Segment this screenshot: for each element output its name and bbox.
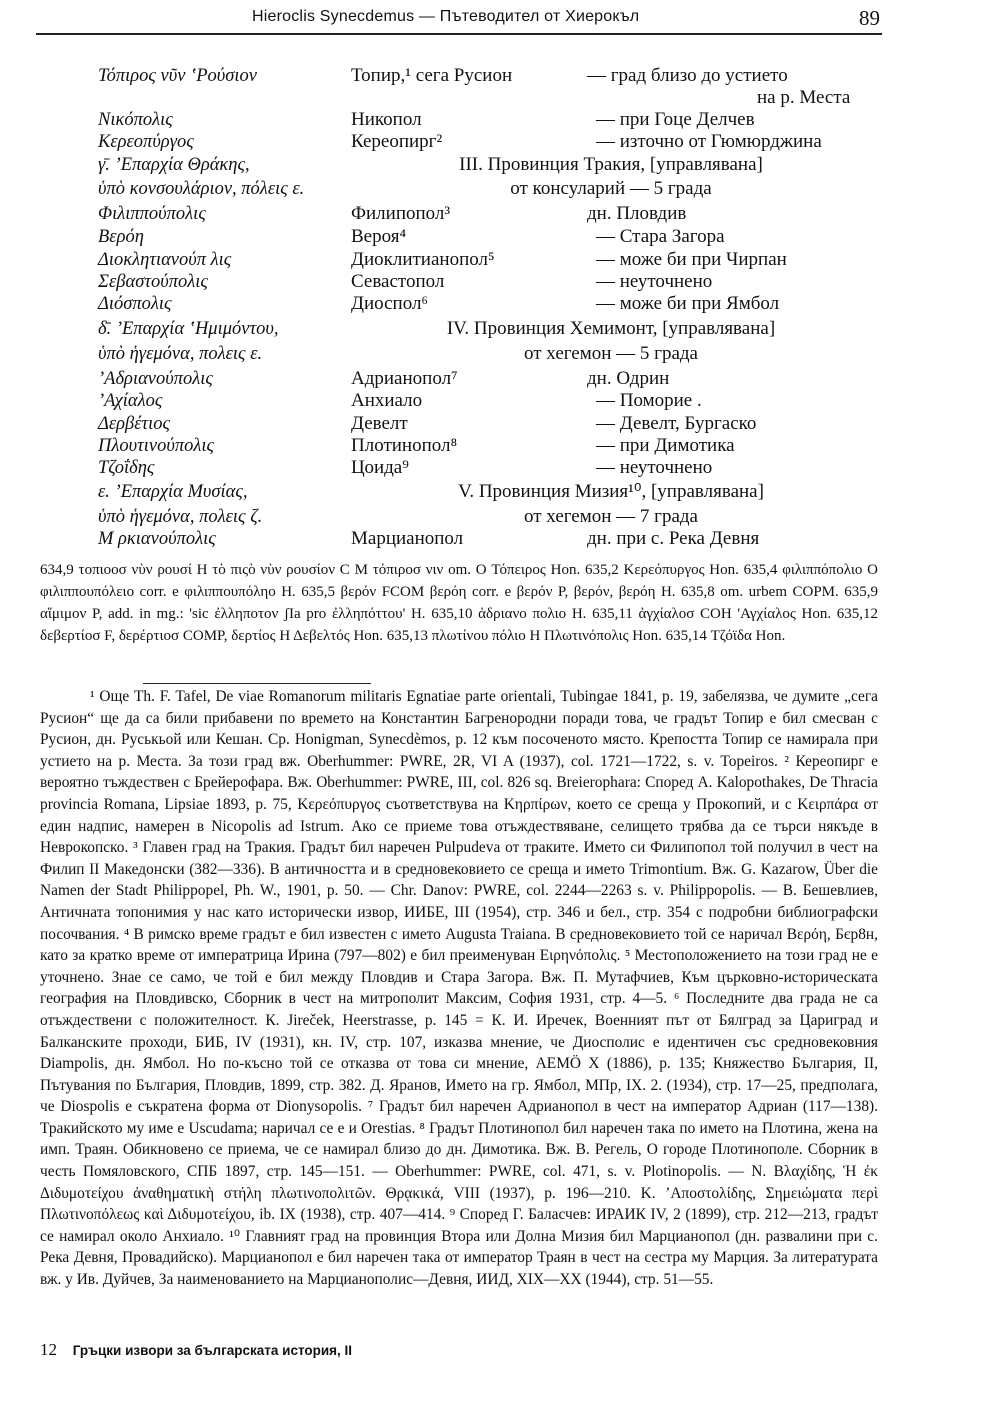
bulgarian-name: Девелт xyxy=(351,413,408,434)
page-footer xyxy=(40,1340,352,1360)
bulgarian-name: Цоида⁹ xyxy=(351,457,409,478)
bulgarian-name: Топир,¹ сега Русион xyxy=(351,65,513,86)
greek-name: γ̄. ʼΕπαρχία Θράκης, xyxy=(98,155,250,175)
location-gloss: — неуточнено xyxy=(596,457,713,478)
location-gloss: — при Димотика xyxy=(596,435,735,456)
greek-name: ὑπὸ κονσουλάριον, πόλεις ε. xyxy=(98,179,305,199)
greek-name: Σεβαστούπολις xyxy=(98,272,208,292)
greek-name: Διόσπολις xyxy=(98,294,172,314)
greek-name: ε. ʼΕπαρχία Μυσίας, xyxy=(98,482,248,502)
greek-name: Τόπιρος νῦν ʽΡούσιον xyxy=(98,66,257,86)
footnote-separator xyxy=(143,683,371,684)
greek-name: Πλουτινούπολις xyxy=(98,436,215,456)
greek-name: Φιλιππούπολις xyxy=(98,204,206,224)
bulgarian-name: Диоклитианопол⁵ xyxy=(351,249,495,270)
bulgarian-name: Никопол xyxy=(351,109,422,130)
greek-name: δ̄. ʼΕπαρχία ʽΗμιμόντου, xyxy=(98,319,279,339)
bulgarian-name: Севастопол xyxy=(351,271,445,292)
province-heading: IV. Провинция Хемимонт, [управлявана] xyxy=(446,318,776,339)
greek-name: Διοκλητιανούπ λις xyxy=(98,250,232,270)
footnotes xyxy=(40,686,878,1291)
apparatus-text: 634,9 τοπιοοσ νὺν ρουσί Η τὸ πιςὸ νὺν ρουσίον C Μ τόπιροσ νιν om. O Τόπειρος Hon. 635,2 Κερεόπυργος Hon. 635,4 φιλιππόπολιο O φιλιππουπόλειο corr. e φιλιππουπόληο H. 635,5 βερόν FCOM βερόη corr. e βερόν P, βερόν, βερόη H. 635,8 om. urbem COPM. 635,9 αἵμιμον P, add. in mg.: 'sic ἐλληποτον ʃIa pro ἐλληπόττου' H. 635,10 ἀδριανο πολιο H. 635,11 ἀγχίαλοσ COH 'Αγχίαλος Hon. 635,12 δεβερτίοσ F, δερέρτιοσ COMP, δερτίος Η Δεβελτός Hon. 635,13 πλωτίνου πόλιο Η Πλωτινόπολις Hon. 635,14 Τζόϊδα Hon. xyxy=(40,562,878,644)
bulgarian-name: Вероя⁴ xyxy=(351,226,407,247)
greek-name: Νικόπολις xyxy=(98,110,173,130)
location-gloss: на р. Места xyxy=(757,87,851,108)
bulgarian-name: Анхиало xyxy=(351,390,423,411)
running-title: Hieroclis Synecdemus — Пътеводител от Хиерокъл xyxy=(252,8,640,25)
location-gloss: — може би при Чирпан xyxy=(596,249,787,270)
province-heading-sub: от хегемон — 7 града xyxy=(523,506,698,527)
location-gloss: — град близо до устието xyxy=(587,65,788,86)
location-gloss: — неуточнено xyxy=(596,271,713,292)
bulgarian-name: Адрианопол⁷ xyxy=(351,368,458,389)
location-gloss: — може би при Ямбол xyxy=(596,293,780,314)
bulgarian-name: Марцианопол xyxy=(351,528,464,549)
greek-name: Μ ρκιανούπολις xyxy=(98,529,216,549)
location-gloss: дн. Одрин xyxy=(587,368,670,389)
footer-number: 12 xyxy=(40,1340,57,1359)
footer-title: Гръцки извори за българската история, II xyxy=(72,1343,353,1358)
footnote-text: ¹ Още Th. F. Tafel, De viae Romanorum militaris Egnatiae parte orientali, Tubingae 1841, p. 19, забелязва, че думите „сега Русион“ ще да са били прибавени по времето на Константин Багренородни поради това, че градът Топир е бил смесван с Русион, дн. Руськьой или Кешан. Ср. Honigman, Synecdèmos, p. 12 към посоченото място. Крепостта Топир се намирала при устието на р. Места. За този град вж. Oberhummer: PWRE, 2R, VI A (1937), col. 1721—1722, s. v. Topeiros. ² Кереопирг е вероятно тъждествен с Брейерофара. Вж. Oberhummer: PWRE, III, col. 826 sq. Breierophara: Според A. Kalopothakes, De Thracia provincia Romana, Lipsiae 1893, p. 75, Κερεόπυργος съответствува на Κηρπίρων, което се среща у Прокопий, и с Κειρπάρα от един надпис, намерен в Nicopolis ad Istrum. Ако се приеме това отъждествяване, селището трябва да се търси някъде в Неврокопско. ³ Главен град на Тракия. Градът бил наречен Pulpudeva от траките. Името си Филипопол той получил в чест на Филип II Македонски (382—336). В античността и в средновековието се среща и името Trimontium. Вж. G. Kazarow, Über die Namen der Stadt Philippopel, Ph. W., 1901, p. 50. — Chr. Danov: PWRE, col. 2244—2263 s. v. Philippopolis. — В. Бешевлиев, Античната топонимия у нас като исторически извор, ИИБЕ, III (1954), стр. 346 и бел., стр. 354 с подробни библиографски посочвания. ⁴ В римско време градът е бил известен с името Augusta Traiana. В средновековието той се наричал Βερόη, Бєр8н, като за кратко време от императрица Ирина (797—802) е бил преименуван Ειρηνόπολις. ⁵ Местоположението на този град не е уточнено. Знае се само, че той е бил между Пловдив и Стара Загора. Вж. П. Мутафчиев, Към църковно-историческата география на Пловдивско, Сборник в чест на митрополит Максим, София 1931, стр. 4—5. ⁶ Последните два града не са отъждествени с положителност. К. Jireček, Heerstrasse, p. 145 = К. И. Иречек, Военният път от Бялград за Цариград и Балканските проходи, БИБ, IV (1931), кн. IV, стр. 107, изказва мнение, че Диосполис е идентичен със средновековния Diampolis, дн. Ямбол. Но по-късно той се отказва от това си мнение, AEMÖ X (1886), p. 135; Княжество България, II, Пътувания по България, Пловдив, 1899, стр. 382. Д. Яранов, Името на гр. Ямбол, МПр, IX. 2. (1934), стр. 17—25, предполага, че Diospolis е съкратена форма от Dionysopolis. ⁷ Градът бил наречен Адрианопол в чест на император Адриан (117—138). Тракийското му име е Uscudama; наричал се е и Orestias. ⁸ Градът Плотинопол бил наречен така по името на Плотина, жена на имп. Траян. Обикновено се приема, че се намирал близо до дн. Димотика. Вж. В. Регель, О городе Плотинополе. Сборник в честь Помяловского, СПБ 1897, стр. 145—151. — Oberhummer: PWRE, col. 471, s. v. Plotinopolis. — N. Βλαχίδης, Ἡ ἐκ Διδυμοτείχου ἀναθηματικὴ στήλη πλωτινοπολιτῶν. Θρᾳκικά, VIII (1937), p. 196—210. Κ. ʼΑποστολίδης, Σημειώματα περὶ Πλωτινοπόλεως καὶ Διδυμοτείχου, ib. IX (1938), стр. 407—414. ⁹ Според Г. Баласчев: ИРАИК IV, 2 (1899), стр. 212—213, градът се намирал около Анхиало. ¹⁰ Главният град на провинция Втора или Долна Мизия бил Марцианопол (дн. развалини при с. Река Девня, Провадийско). Марцианопол е бил наречен така от император Траян в чест на сестра му Марция. За литературата вж. у Ив. Дуйчев, За наименованието на Марцианополис—Девня, ИИД, XIX—XX (1944), стр. 51—55. xyxy=(40,688,878,1289)
greek-name: Βερόη xyxy=(98,227,144,247)
bulgarian-name: Кереопирг² xyxy=(351,131,443,152)
critical-apparatus xyxy=(40,559,878,647)
location-gloss: — Стара Загора xyxy=(596,226,725,247)
province-heading-sub: от консуларий — 5 града xyxy=(510,178,712,199)
province-heading: V. Провинция Мизия¹⁰, [управлявана] xyxy=(458,481,764,502)
location-gloss: — Девелт, Бургаско xyxy=(596,413,757,434)
greek-name: Τζοΐδης xyxy=(98,458,155,478)
page-number: 89 xyxy=(859,6,880,30)
bulgarian-name: Диоспол⁶ xyxy=(351,293,429,314)
bulgarian-name: Плотинопол⁸ xyxy=(351,435,458,456)
location-gloss: — Поморие . xyxy=(596,390,702,411)
bulgarian-name: Филипопол³ xyxy=(351,203,451,224)
greek-name: ὑπὸ ἡγεμόνα, πολεις ε. xyxy=(98,344,263,364)
greek-name: ὑπὸ ἡγεμόνα, πολεις ζ. xyxy=(98,507,263,527)
greek-name: Κερεοπύργος xyxy=(98,132,194,152)
province-heading-sub: от хегемон — 5 града xyxy=(523,343,698,364)
location-gloss: дн. Пловдив xyxy=(587,203,687,224)
greek-name: ʼΑχίαλος xyxy=(98,391,163,411)
greek-name: Δερβέτιος xyxy=(98,414,171,434)
running-header xyxy=(40,6,880,34)
location-gloss: дн. при с. Река Девня xyxy=(587,528,760,549)
header-rule xyxy=(36,33,882,35)
location-gloss: — източно от Гюмюрджина xyxy=(596,131,822,152)
greek-name: ʼΑδριανούπολις xyxy=(98,369,213,389)
province-heading: III. Провинция Тракия, [управлявана] xyxy=(459,154,763,175)
location-gloss: — при Гоце Делчев xyxy=(596,109,755,130)
